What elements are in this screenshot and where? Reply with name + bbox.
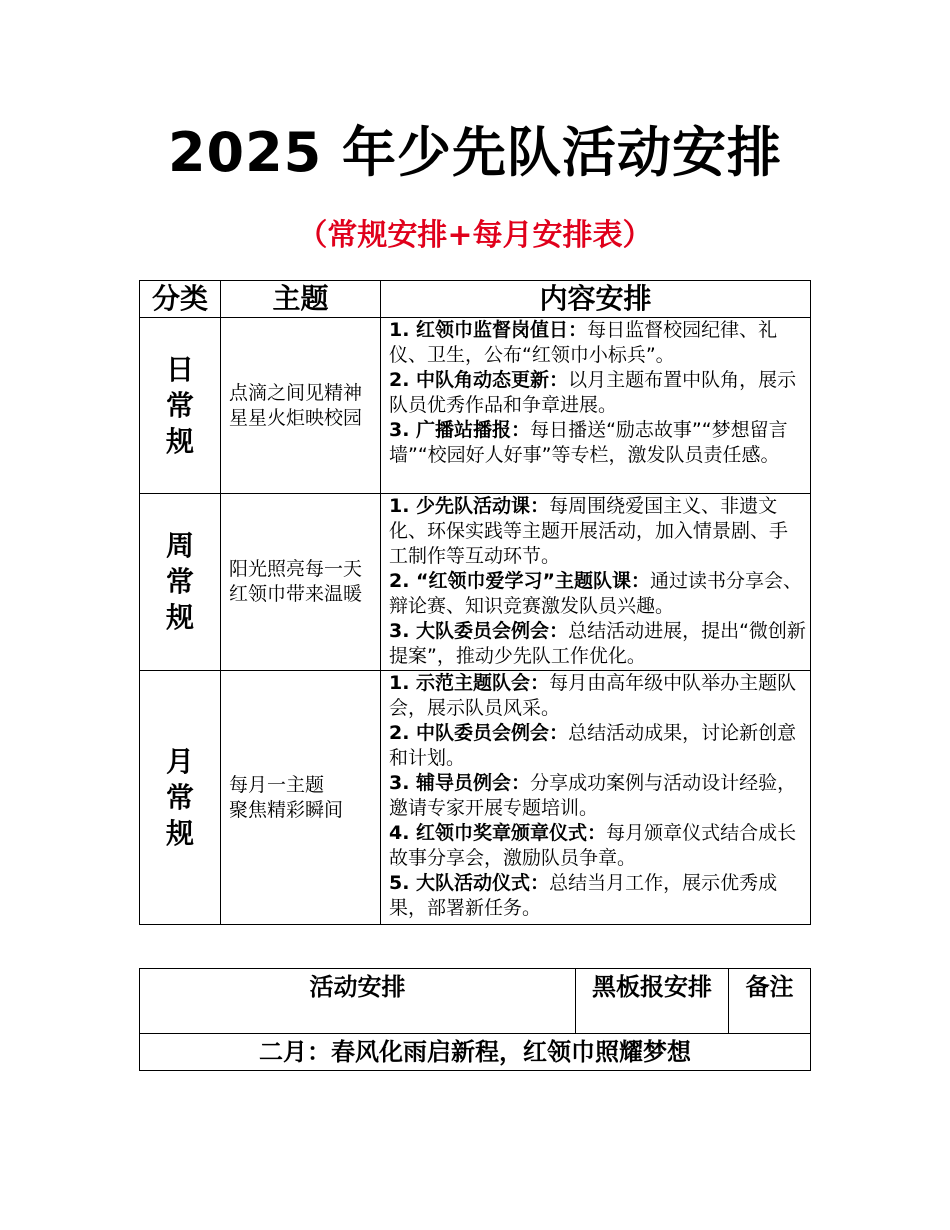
theme-line: 红领巾带来温暖 — [229, 583, 363, 605]
page-title: 2025 年少先队活动安排 — [167, 121, 783, 184]
content-item: 3. 大队委员会例会：总结活动进展，提出“微创新提案”，推动少先队工作优化。 — [389, 620, 806, 667]
page-subtitle: （常规安排+每月安排表） — [297, 218, 653, 253]
table-header-row — [140, 969, 811, 1034]
header-notes: 备注 — [729, 969, 811, 1034]
theme-cell — [221, 318, 381, 494]
content-cell — [381, 494, 811, 671]
theme-line: 阳光照亮每一天 — [229, 558, 363, 580]
theme-line: 聚焦精彩瞬间 — [229, 798, 344, 821]
content-item: 2. 中队角动态更新：以月主题布置中队角，展示队员优秀作品和争章进展。 — [389, 369, 797, 416]
header-category: 分类 — [140, 281, 221, 318]
content-item: 2. “红领巾爱学习”主题队课：通过读书分享会、辩论赛、知识竞赛激发队员兴趣。 — [389, 570, 803, 617]
theme-cell — [221, 671, 381, 925]
content-item: 1. 示范主题队会：每月由高年级中队举办主题队会，展示队员风采。 — [389, 672, 797, 719]
category-cell: 月 常 规 — [140, 671, 221, 925]
theme-cell — [221, 494, 381, 671]
content-item: 3. 广播站播报：每日播送“励志故事”“梦想留言墙”“校园好人好事”等专栏，激发队员责任感。 — [389, 419, 788, 466]
table-row — [140, 494, 811, 671]
content-item: 3. 辅导员例会：分享成功案例与活动设计经验，邀请专家开展专题培训。 — [389, 772, 797, 819]
content-cell — [381, 318, 811, 494]
category-cell: 日 常 规 — [140, 318, 221, 494]
table-row — [140, 318, 811, 494]
header-theme: 主题 — [221, 281, 381, 318]
content-cell — [381, 671, 811, 925]
content-item: 5. 大队活动仪式：总结当月工作，展示优秀成果，部署新任务。 — [389, 872, 778, 919]
category-cell: 周 常 规 — [140, 494, 221, 671]
table-row — [140, 671, 811, 925]
content-item: 1. 少先队活动课：每周围绕爱国主义、非遗文化、环保实践等主题开展活动，加入情景剧、手工制作等互动环节。 — [389, 495, 789, 567]
routine-schedule-table — [139, 280, 811, 925]
header-blackboard: 黑板报安排 — [576, 969, 729, 1034]
content-item: 1. 红领巾监督岗值日：每日监督校园纪律、礼仪、卫生，公布“红领巾小标兵”。 — [389, 319, 778, 366]
table-header-row — [140, 281, 811, 318]
monthly-schedule-table — [139, 968, 811, 1071]
content-item: 2. 中队委员会例会：总结活动成果，讨论新创意和计划。 — [389, 722, 797, 769]
month-title-cell: 二月：春风化雨启新程，红领巾照耀梦想 — [140, 1034, 811, 1071]
theme-line: 每月一主题 — [229, 773, 325, 796]
header-content: 内容安排 — [381, 281, 811, 318]
theme-line: 星星火炬映校园 — [229, 406, 363, 429]
content-item: 4. 红领巾奖章颁章仪式：每月颁章仪式结合成长故事分享会，激励队员争章。 — [389, 822, 797, 869]
theme-line: 点滴之间见精神 — [229, 381, 363, 404]
table-row — [140, 1034, 811, 1071]
header-activity: 活动安排 — [140, 969, 576, 1034]
